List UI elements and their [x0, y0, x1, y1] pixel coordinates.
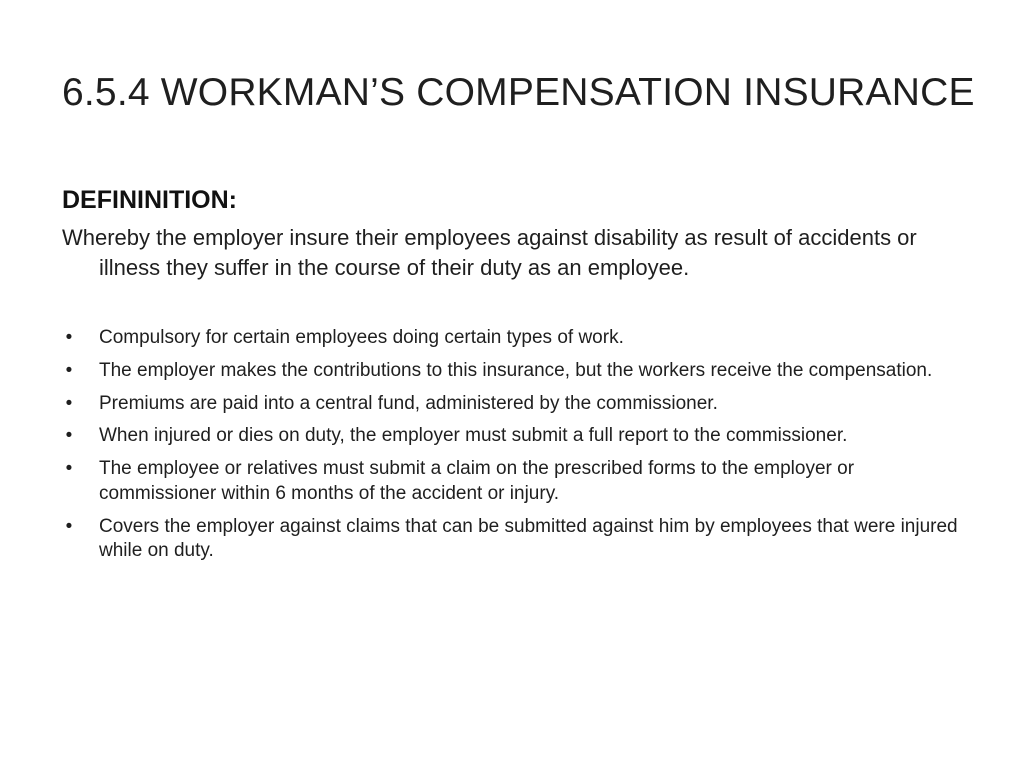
bullet-item [62, 457, 962, 506]
bullet-item [62, 359, 962, 384]
bullet-icon: • [65, 515, 73, 537]
bullet-text: Premiums are paid into a central fund, administered by the commissioner. [99, 392, 718, 414]
bullet-text: The employer makes the contributions to this insurance, but the workers receive the compensation. [99, 360, 933, 382]
bullet-text: Compulsory for certain employees doing certain types of work. [99, 327, 624, 349]
bullet-item [62, 515, 962, 564]
bullet-icon: • [65, 327, 73, 349]
bullet-icon: • [65, 458, 73, 480]
slide-title: 6.5.4 WORKMAN’S COMPENSATION INSURANCE [62, 71, 975, 114]
definition-text: Whereby the employer insure their employees against disability as result of accidents or illness they suffer in the course of their duty as an employee. [62, 225, 917, 280]
bullet-item [62, 392, 962, 417]
bullet-item [62, 326, 962, 351]
bullet-list [62, 326, 962, 564]
bullet-item [62, 424, 962, 449]
bullet-icon: • [65, 425, 73, 447]
slide-content [62, 185, 962, 572]
bullet-text: The employee or relatives must submit a claim on the prescribed forms to the employer or commissioner within 6 months of the accident or injury. [99, 458, 855, 504]
bullet-text: When injured or dies on duty, the employer must submit a full report to the commissioner. [99, 425, 848, 447]
bullet-icon: • [65, 392, 73, 414]
bullet-text: Covers the employer against claims that can be submitted against him by employees that were injured while on duty. [99, 515, 958, 562]
definition-heading: DEFININITION: [62, 186, 237, 214]
bullet-icon: • [65, 360, 73, 382]
